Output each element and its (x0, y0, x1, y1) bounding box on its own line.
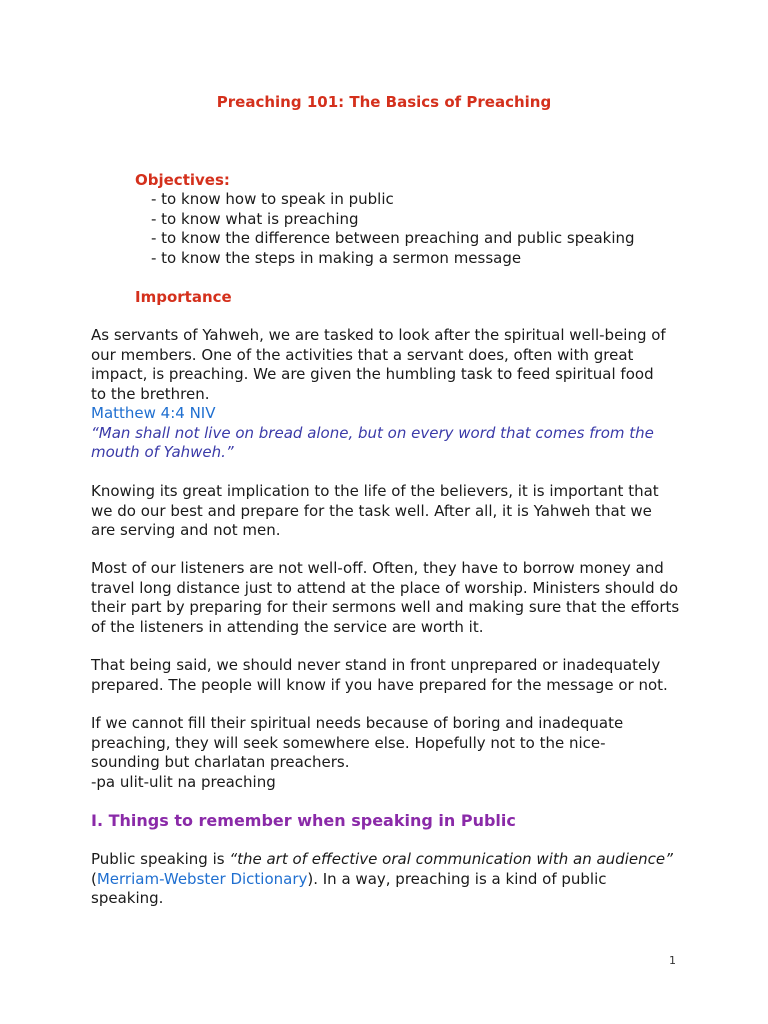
page-title: Preaching 101: The Basics of Preaching (216, 93, 552, 111)
importance-section (91, 326, 671, 463)
paragraph-3: Most of our listeners are not well-off. Often, they have to borrow money and travel long distance just to attend at the place of worship. Ministers should do their part by preparing for their sermons well and making sure that the efforts of the listeners in attending the service are worth it. (91, 559, 680, 636)
list-item: - to know the difference between preaching and public speaking (151, 229, 635, 247)
definition: “the art of effective oral communication with an audience” (229, 850, 673, 868)
verse-quote: “Man shall not live on bread alone, but on every word that comes from the mouth of Yahweh.” (91, 423, 654, 461)
paragraph-5: If we cannot fill their spiritual needs because of boring and inadequate preaching, they will seek somewhere else. Hopefully not to the nice-sounding but charlatan preachers. -pa ulit-ulit na preaching (91, 714, 651, 792)
section-heading: I. Things to remember when speaking in Public (91, 811, 516, 830)
paragraph-2: Knowing its great implication to the life of the believers, it is important that we do our best and prepare for the task well. After all, it is Yahweh that we are serving and not men. (91, 482, 659, 539)
objectives-list (151, 190, 635, 268)
dictionary-link[interactable]: Merriam-Webster Dictionary (96, 869, 308, 888)
page-number: 1 (669, 954, 676, 967)
note: -pa ulit-ulit na preaching (91, 772, 276, 791)
paragraph: As servants of Yahweh, we are tasked to look after the spiritual well-being of our members. One of the activities that a servant does, often with great impact, is preaching. We are given the humbling task to feed spiritual food to the brethren. (91, 326, 666, 403)
paragraph-4: That being said, we should never stand in front unprepared or inadequately prepared. The people will know if you have prepared for the message or not. (91, 656, 668, 694)
list-item: - to know what is preaching (151, 209, 359, 228)
section-intro: Public speaking is “the art of effective oral communication with an audience” (Merriam-Webster Dictionary). In a way, preaching is a kind of public speaking. (91, 850, 673, 907)
objectives-heading: Objectives: (135, 171, 230, 189)
list-item: - to know the steps in making a sermon message (151, 248, 522, 267)
list-item: - to know how to speak in public (151, 190, 394, 208)
verse-reference: Matthew 4:4 NIV (91, 404, 216, 422)
importance-heading: Importance (135, 288, 232, 306)
